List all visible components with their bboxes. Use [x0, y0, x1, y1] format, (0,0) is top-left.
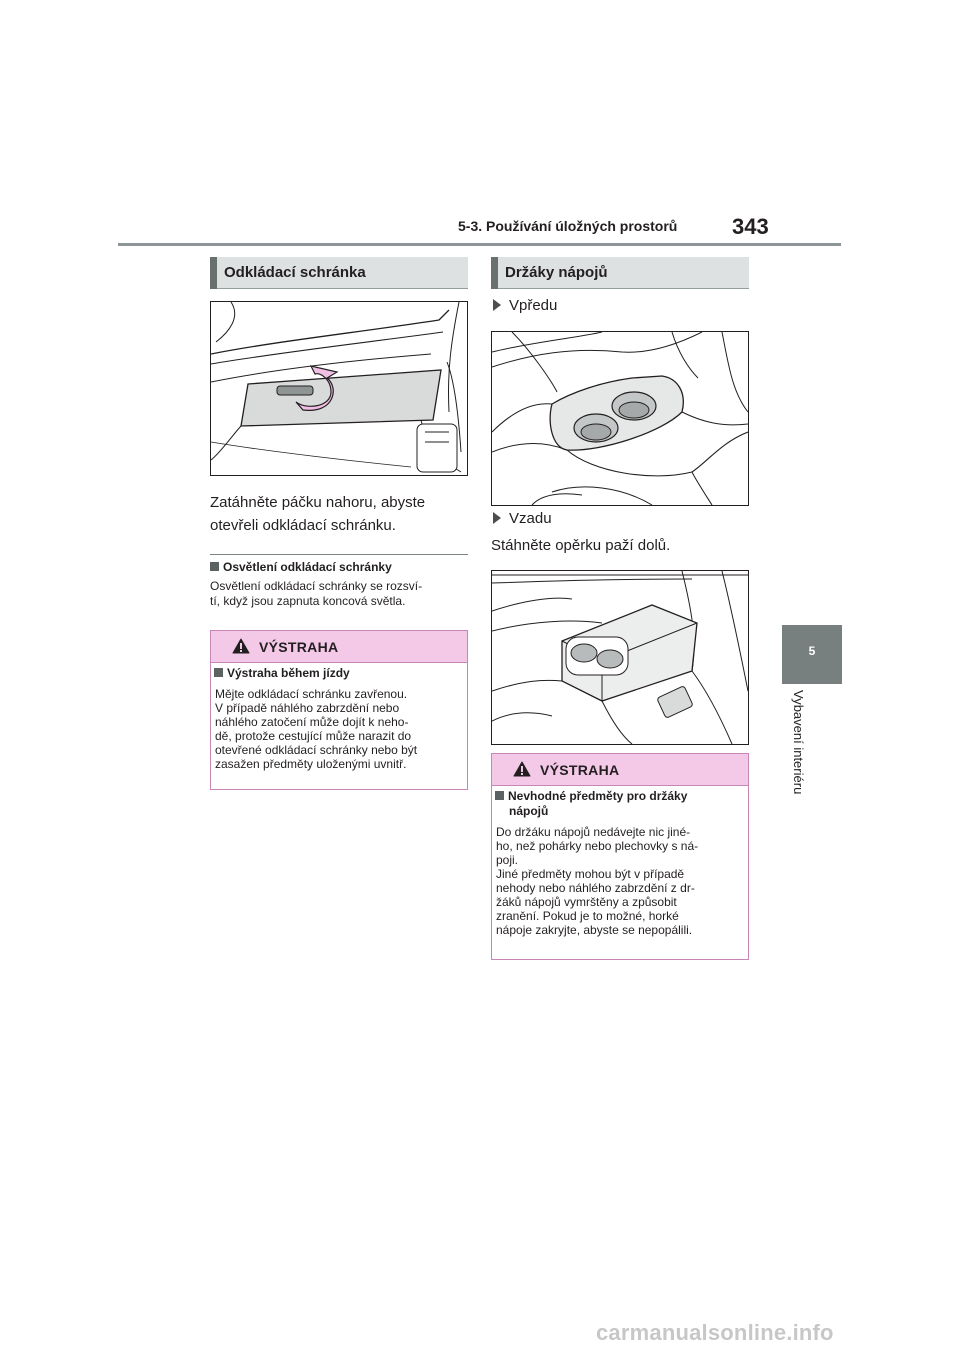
warning-box-glovebox [210, 630, 468, 790]
warning-header [211, 631, 467, 663]
warning-subtitle-line-2: nápojů [509, 804, 549, 818]
triangle-bullet-icon [493, 299, 501, 311]
warning-header [492, 754, 748, 786]
section-heading-glovebox-text: Odkládací schránka [224, 264, 366, 281]
front-label [493, 296, 557, 316]
warning-text-line-2: V případě náhlého zabrzdění nebo [215, 701, 400, 715]
page-number: 343 [732, 214, 769, 239]
warning-title: VÝSTRAHA [540, 762, 620, 778]
triangle-bullet-icon [493, 512, 501, 524]
warning-subtitle-text: Nevhodné předměty pro držáky [508, 789, 688, 803]
square-bullet-icon [495, 791, 504, 800]
running-header-section: 5-3. Používání úložných prostorů [458, 218, 678, 234]
rear-label-text: Vzadu [509, 510, 552, 527]
warning-text-line-3: náhlého zatočení může dojít k neho- [215, 715, 409, 729]
warning-text-line-3: poji. [496, 853, 519, 867]
square-bullet-icon [210, 562, 219, 571]
header-rule [118, 243, 841, 246]
warning-triangle-icon [232, 638, 250, 654]
warning-text-line-7: zranění. Pokud je to možné, horké [496, 909, 679, 923]
warning-text-line-1: Do držáku nápojů nedávejte nic jiné- [496, 825, 691, 839]
warning-text-line-5: otevřené odkládací schránky nebo být [215, 743, 418, 757]
warning-triangle-icon [513, 761, 531, 777]
warning-text-line-2: ho, než pohárky nebo plechovky s ná- [496, 839, 699, 853]
subsection-rule [210, 554, 468, 555]
warning-box-cupholders [491, 753, 749, 960]
subsection-heading-text: Osvětlení odkládací schránky [223, 560, 392, 574]
warning-text-line-4: Jiné předměty mohou být v případě [496, 867, 685, 881]
warning-title: VÝSTRAHA [259, 639, 339, 655]
glovebox-illustration [210, 301, 468, 476]
warning-text-line-6: zasažen předměty uloženými uvnitř. [215, 757, 407, 771]
section-heading-cupholders-text: Držáky nápojů [505, 264, 608, 281]
chapter-tab: 5 [782, 625, 842, 684]
glovebox-caption-line-2: otevřeli odkládací schránku. [210, 517, 396, 534]
watermark: carmanualsonline.info [596, 1320, 834, 1345]
rear-cupholder-illustration [491, 570, 749, 745]
glovebox-caption-line-1: Zatáhněte páčku nahoru, abyste [210, 494, 426, 511]
warning-text-line-6: žáků nápojů vymrštěny a způsobit [496, 895, 677, 909]
warning-subtitle-line-1 [495, 789, 687, 804]
chapter-tab-label: Vybavení interiéru [791, 690, 806, 795]
subsection-heading-glovebox-light [210, 559, 392, 575]
square-bullet-icon [214, 668, 223, 677]
section-heading-glovebox [210, 257, 468, 289]
warning-subtitle [214, 666, 350, 681]
subsection-text-line-1: Osvětlení odkládací schránky se rozsví- [210, 579, 423, 593]
warning-text-line-8: nápoje zakryjte, abyste se nepopálili. [496, 923, 693, 937]
warning-text-line-1: Mějte odkládací schránku zavřenou. [215, 687, 408, 701]
section-heading-cupholders [491, 257, 749, 289]
rear-instruction: Stáhněte opěrku paží dolů. [491, 537, 671, 554]
subsection-text-line-2: tí, když jsou zapnuta koncová světla. [210, 594, 406, 608]
warning-text-line-4: dě, protože cestující může narazit do [215, 729, 412, 743]
front-cupholder-illustration [491, 331, 749, 506]
warning-text-line-5: nehody nebo náhlého zabrzdění z dr- [496, 881, 695, 895]
rear-label [493, 509, 552, 529]
warning-subtitle-text: Výstraha během jízdy [227, 666, 350, 680]
front-label-text: Vpředu [509, 297, 558, 314]
